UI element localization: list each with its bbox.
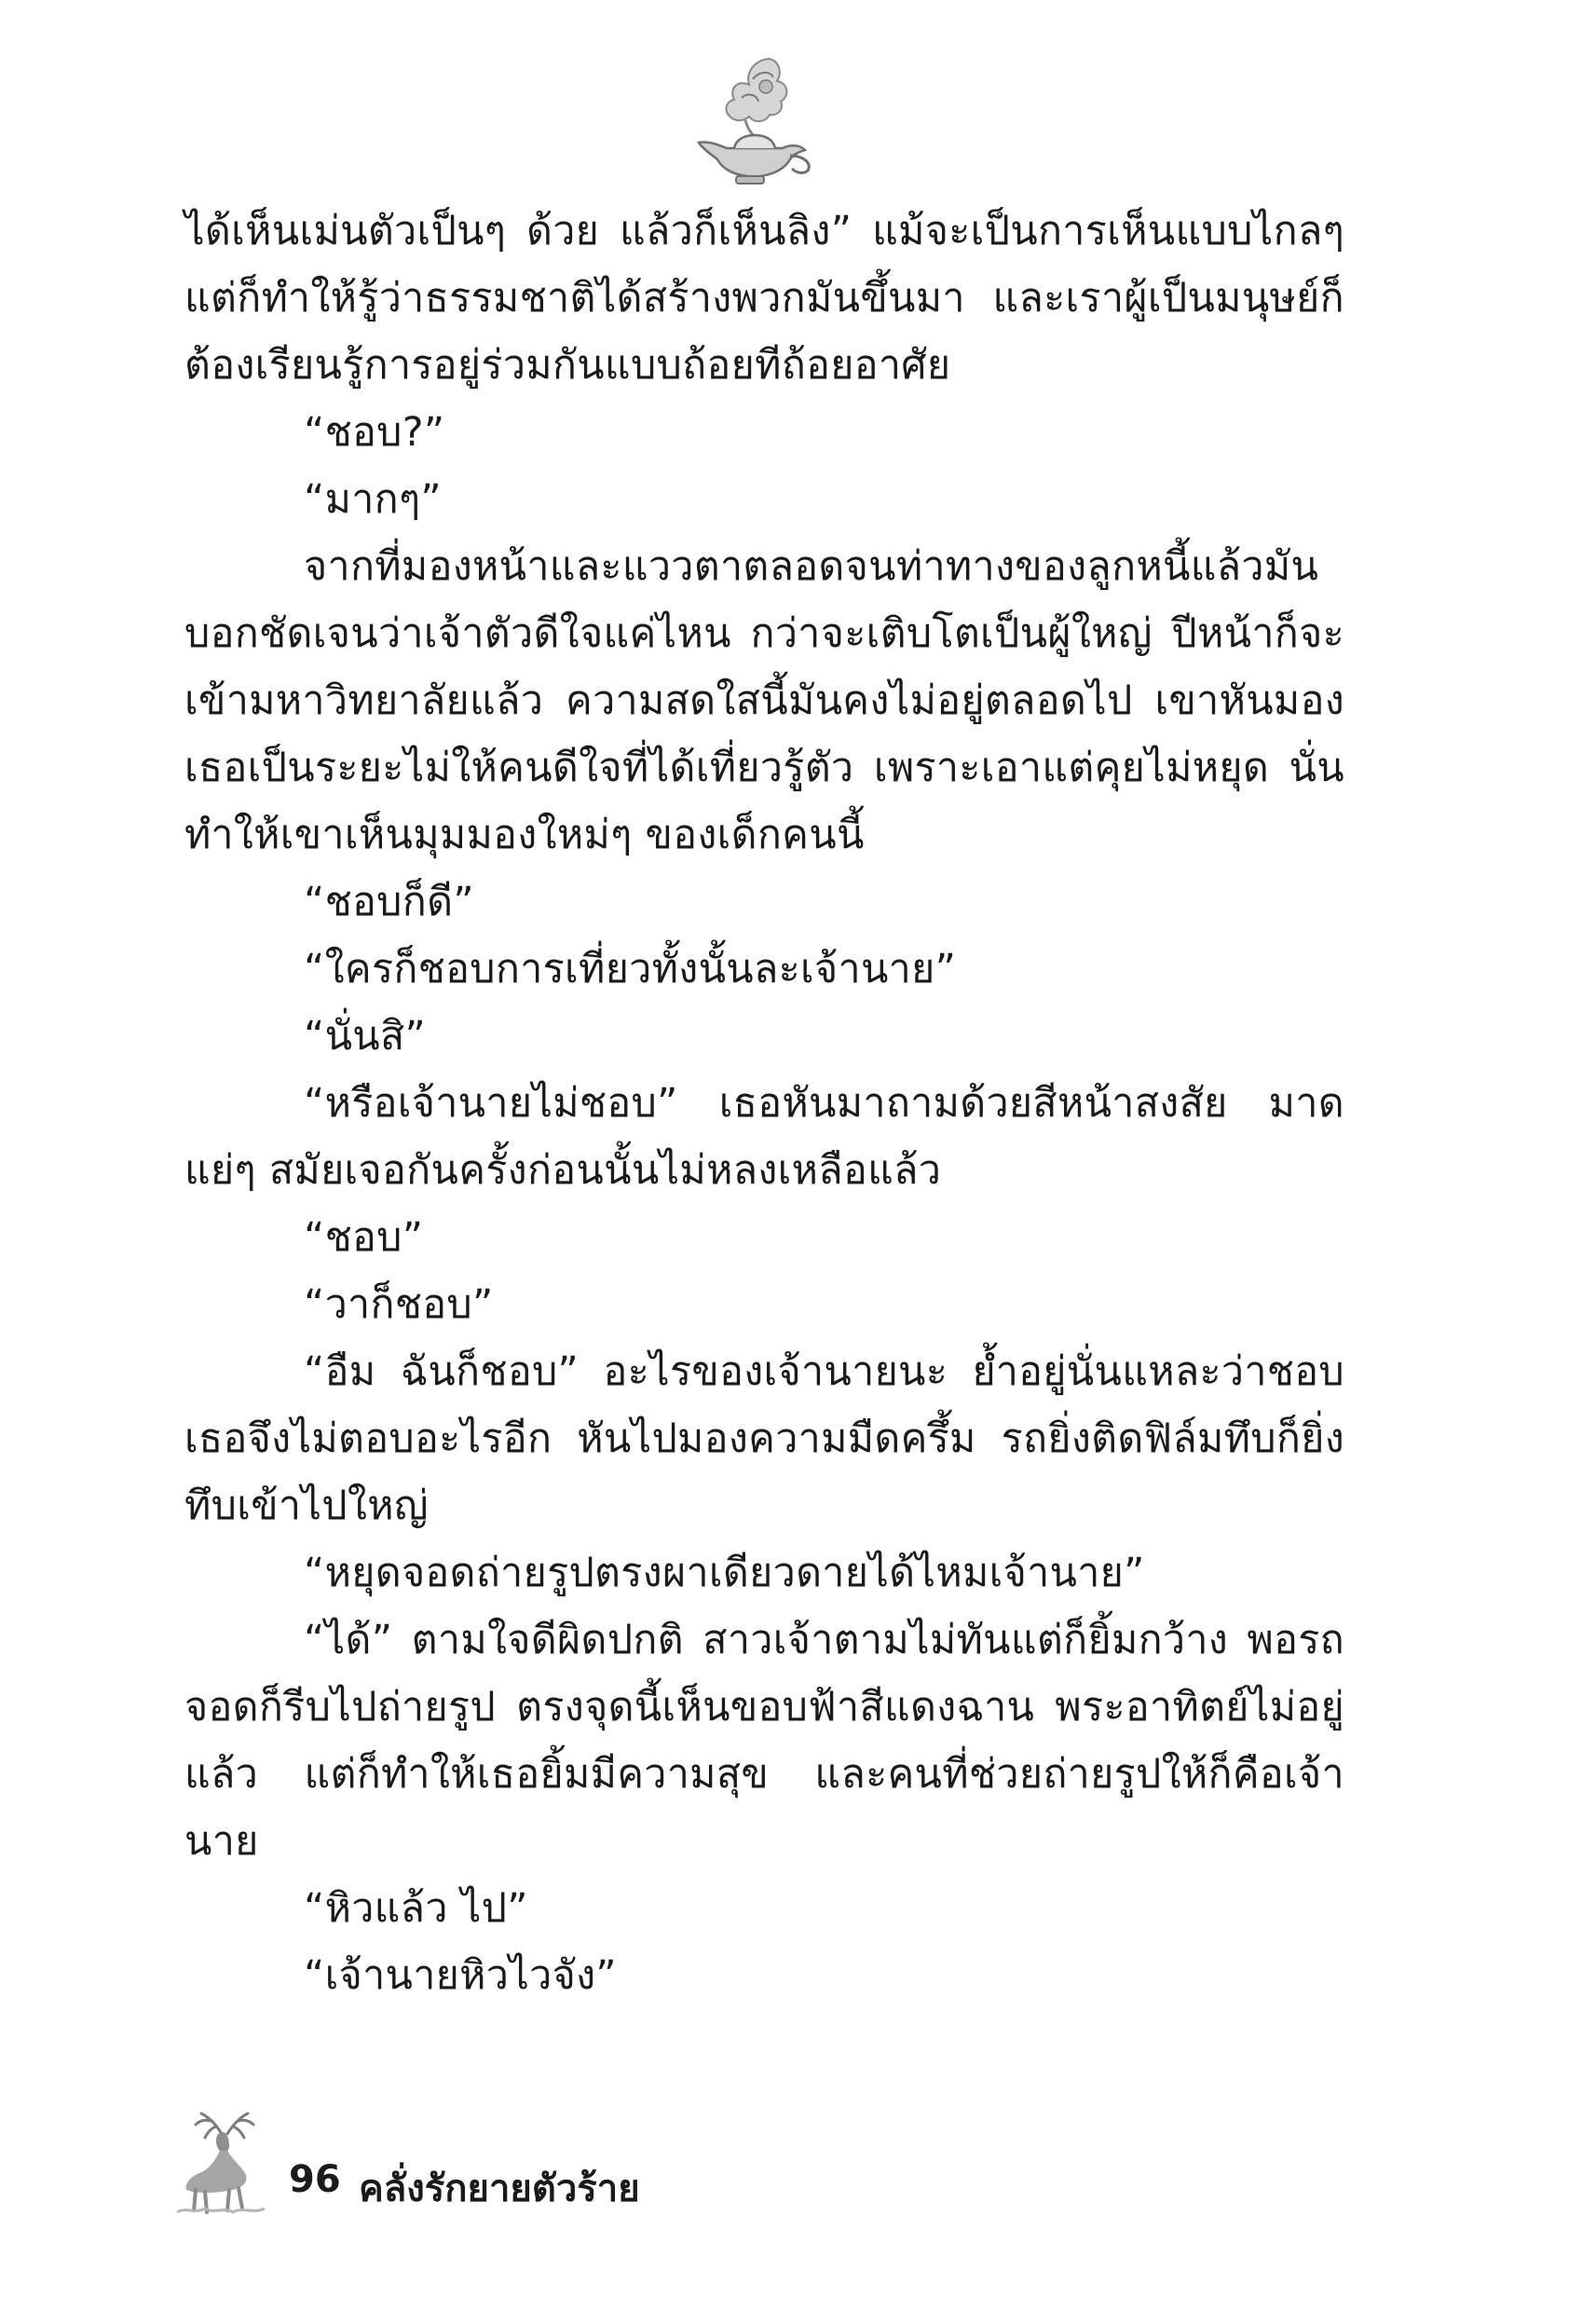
paragraph: “ชอบ” — [304, 1214, 424, 1261]
deer-icon — [168, 2097, 280, 2218]
paragraph: “เจ้านายหิวไวจัง” — [304, 1952, 617, 1999]
paragraph: “มากๆ” — [304, 476, 442, 523]
body-text — [184, 198, 1344, 2009]
paragraph: “หิวแล้ว ไป” — [304, 1885, 528, 1932]
paragraph: ได้เห็นเม่นตัวเป็นๆ ด้วย แล้วก็เห็นลิง” แม้จะเป็นการเห็นแบบไกลๆ แต่ก็ทำให้รู้ว่าธรรมชาติได้สร้างพวกมันขึ้นมา และเราผู้เป็นมนุษย์ก็ต้องเรียนรู้การอยู่ร่วมกันแบบถ้อยทีถ้อยอาศัย — [184, 208, 1344, 389]
paragraph: “หยุดจอดถ่ายรูปตรงผาเดียวดายได้ไหมเจ้านาย” — [304, 1550, 1145, 1596]
paragraph: “หรือเจ้านายไม่ชอบ” เธอหันมาถามด้วยสีหน้าสงสัย มาดแย่ๆ สมัยเจอกันครั้งก่อนนั้นไม่หลงเหลือแล้ว — [184, 1080, 1344, 1194]
paragraph: “ใครก็ชอบการเที่ยวทั้งนั้นละเจ้านาย” — [304, 946, 957, 992]
paragraph: “ได้” ตามใจดีผิดปกติ สาวเจ้าตามไม่ทันแต่ก็ยิ้มกว้าง พอรถจอดก็รีบไปถ่ายรูป ตรงจุดนี้เห็นขอบฟ้าสีแดงฉาน พระอาทิตย์ไม่อยู่แล้ว แต่ก็ทำให้เธอยิ้มมีความสุข และคนที่ช่วยถ่ายรูปให้ก็คือเจ้านาย — [184, 1617, 1344, 1865]
paragraph: “นั่นสิ” — [304, 1013, 427, 1060]
book-title: คลั่งรักยายตัวร้าย — [359, 2167, 640, 2210]
page-footer — [168, 2097, 820, 2218]
paragraph: “ชอบก็ดี” — [304, 879, 474, 925]
page-number: 96 — [289, 2158, 341, 2201]
genie-lamp-icon — [680, 51, 820, 191]
paragraph: จากที่มองหน้าและแววตาตลอดจนท่าทางของลูกหนี้แล้วมันบอกชัดเจนว่าเจ้าตัวดีใจแค่ไหน กว่าจะเติบโตเป็นผู้ใหญ่ ปีหน้าก็จะเข้ามหาวิทยาลัยแล้ว ความสดใสนี้มันคงไม่อยู่ตลอดไป เขาหันมองเธอเป็นระยะไม่ให้คนดีใจที่ได้เที่ยวรู้ตัว เพราะเอาแต่คุยไม่หยุด นั่นทำให้เขาเห็นมุมมองใหม่ๆ ของเด็กคนนี้ — [184, 543, 1344, 858]
paragraph: “อืม ฉันก็ชอบ” อะไรของเจ้านายนะ ย้ำอยู่นั่นแหละว่าชอบ เธอจึงไม่ตอบอะไรอีก หันไปมองความมืดครึ้ม รถยิ่งติดฟิล์มทึบก็ยิ่งทึบเข้าไปใหญ่ — [184, 1348, 1344, 1529]
paragraph: “วาก็ชอบ” — [304, 1281, 494, 1328]
paragraph: “ชอบ?” — [304, 409, 445, 456]
